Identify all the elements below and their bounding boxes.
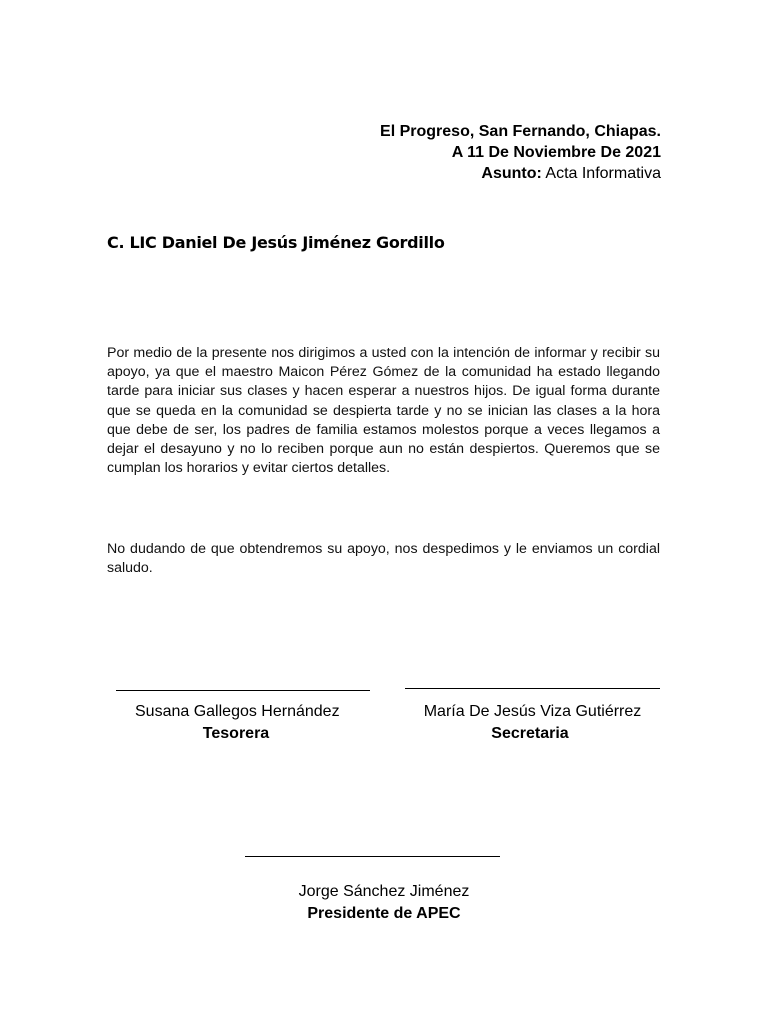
subject-value: Acta Informativa xyxy=(545,165,661,182)
recipient-name: C. LIC Daniel De Jesús Jiménez Gordillo xyxy=(107,233,445,252)
signature-name-secretary: María De Jesús Viza Gutiérrez xyxy=(423,703,642,720)
subject-line xyxy=(380,163,661,184)
signature-role-president: Presidente de APEC xyxy=(307,905,461,922)
signature-role-secretary: Secretaria xyxy=(491,725,569,742)
letter-header xyxy=(380,121,661,184)
signature-role-treasurer: Tesorera xyxy=(202,725,270,742)
date-line: A 11 De Noviembre De 2021 xyxy=(451,144,661,161)
signature-line-secretary xyxy=(405,688,660,689)
signature-name-president: Jorge Sánchez Jiménez xyxy=(298,883,470,900)
body-paragraph-2: No dudando de que obtendremos su apoyo, nos despedimos y le enviamos un cordial saludo. xyxy=(107,541,660,577)
subject-label: Asunto: xyxy=(481,165,542,182)
place-line: El Progreso, San Fernando, Chiapas. xyxy=(380,123,661,140)
signature-name-treasurer: Susana Gallegos Hernández xyxy=(135,703,340,720)
signature-line-treasurer xyxy=(116,690,370,691)
signature-line-president xyxy=(245,856,500,857)
body-paragraph-1: Por medio de la presente nos dirigimos a usted con la intención de informar y recibir su apoyo, ya que el maestro Maicon Pérez Gómez de la comunidad ha estado llegando tarde para iniciar sus clases y hacen esperar a nuestros hijos. De igual forma durante que se queda en la comunidad se despierta tarde y no se inician las clases a la hora que debe de ser, los padres de familia estamos molestos porque a veces llegamos a dejar el desayuno y no lo reciben porque aun no están despiertos. Queremos que se cumplan los horarios y evitar ciertos detalles. xyxy=(107,345,660,477)
